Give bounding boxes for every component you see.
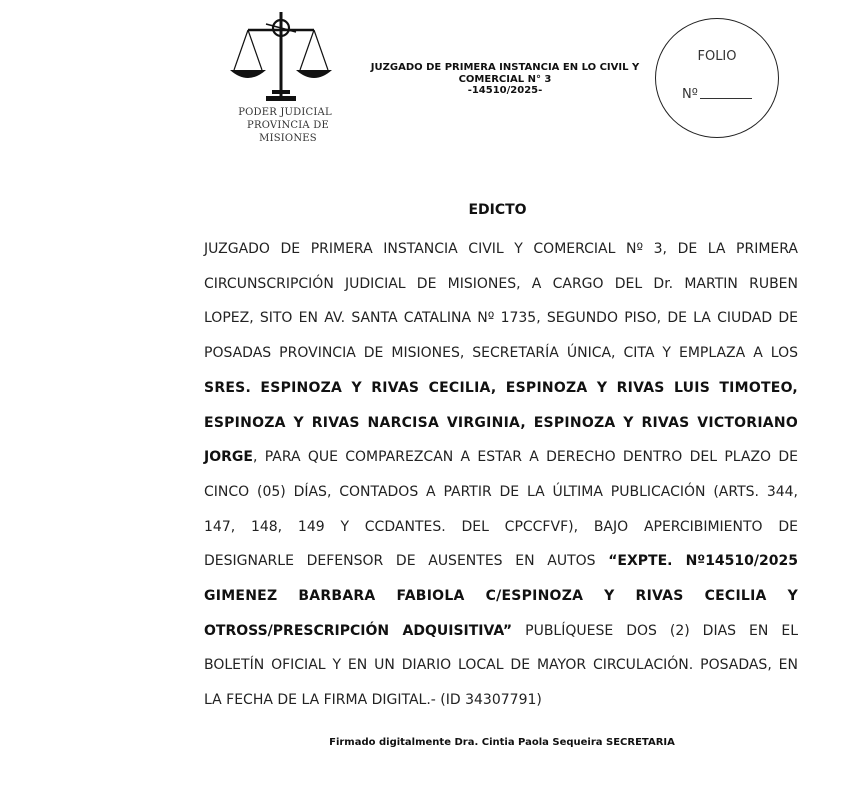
edict-line	[204, 648, 798, 683]
logo-caption-line1: PODER JUDICIAL	[238, 107, 332, 118]
digital-signature: Firmado digitalmente Dra. Cintia Paola Sequeira SECRETARIA	[329, 737, 675, 748]
court-header-line1: JUZGADO DE PRIMERA INSTANCIA EN LO CIVIL Y	[370, 62, 640, 73]
edict-bold-text: GIMENEZ BARBARA FABIOLA C/ESPINOZA Y RIVAS CECILIA Y	[204, 588, 798, 605]
edict-line	[204, 406, 798, 441]
court-header-line3: -14510/2025-	[467, 85, 543, 96]
edict-text: BOLETÍN OFICIAL Y EN UN DIARIO LOCAL DE MAYOR CIRCULACIÓN. POSADAS, EN	[204, 657, 798, 674]
edict-text: JUZGADO DE PRIMERA INSTANCIA CIVIL Y COMERCIAL Nº 3, DE LA PRIMERA	[204, 241, 798, 257]
document-title: EDICTO	[468, 202, 527, 218]
folio-label: FOLIO	[697, 49, 737, 64]
edict-text: CIRCUNSCRIPCIÓN JUDICIAL DE MISIONES, A CARGO DEL Dr. MARTIN RUBEN	[204, 275, 798, 292]
edict-line	[204, 267, 798, 302]
edict-text: LOPEZ, SITO EN AV. SANTA CATALINA Nº 1735, SEGUNDO PISO, DE LA CIUDAD DE	[204, 310, 798, 327]
edict-line	[204, 510, 798, 545]
edict-line	[204, 336, 798, 371]
edict-bold-text: ESPINOZA Y RIVAS NARCISA VIRGINIA, ESPINOZA Y RIVAS VICTORIANO	[204, 414, 798, 431]
folio-number-label: Nº	[682, 87, 698, 102]
judicial-logo	[218, 10, 358, 145]
scales-of-justice-icon	[226, 10, 336, 106]
edict-line	[204, 683, 798, 718]
court-header-line2: COMERCIAL N° 3	[458, 73, 552, 85]
folio-number-blank	[700, 98, 752, 99]
edict-text: LA FECHA DE LA FIRMA DIGITAL.- (ID 34307791)	[204, 692, 542, 709]
edict-text: , PARA QUE COMPAREZCAN A ESTAR A DERECHO DENTRO DEL PLAZO DE	[252, 449, 798, 466]
edict-line	[204, 232, 798, 267]
edict-line	[204, 614, 798, 649]
edict-body	[204, 232, 798, 718]
folio-number-field	[682, 87, 752, 102]
edict-text: 147, 148, 149 Y CCDANTES. DEL CPCCFVF), BAJO APERCIBIMIENTO DE	[204, 518, 798, 535]
edict-bold-text: JORGE	[204, 449, 253, 466]
edict-bold-text: “EXPTE. Nº14510/2025	[608, 553, 798, 570]
edict-text: POSADAS PROVINCIA DE MISIONES, SECRETARÍA ÚNICA, CITA Y EMPLAZA A LOS	[204, 345, 798, 362]
edict-text: PUBLÍQUESE DOS (2) DIAS EN EL	[512, 622, 799, 639]
folio-stamp	[655, 18, 779, 138]
edict-line	[204, 301, 798, 336]
edict-line	[204, 579, 798, 614]
edict-line	[204, 544, 798, 579]
edict-text: CINCO (05) DÍAS, CONTADOS A PARTIR DE LA ÚLTIMA PUBLICACIÓN (ARTS. 344,	[204, 483, 798, 500]
edict-text: DESIGNARLE DEFENSOR DE AUSENTES EN AUTOS	[204, 553, 609, 570]
logo-caption-line2: PROVINCIA DE MISIONES	[247, 120, 329, 144]
edict-bold-text: OTROSS/PRESCRIPCIÓN ADQUISITIVA”	[204, 622, 513, 639]
edict-bold-text: SRES. ESPINOZA Y RIVAS CECILIA, ESPINOZA Y RIVAS LUIS TIMOTEO,	[204, 379, 798, 396]
edict-line	[204, 440, 798, 475]
court-header	[360, 62, 650, 97]
edict-line	[204, 475, 798, 510]
logo-caption	[218, 106, 358, 145]
edict-line	[204, 371, 798, 406]
